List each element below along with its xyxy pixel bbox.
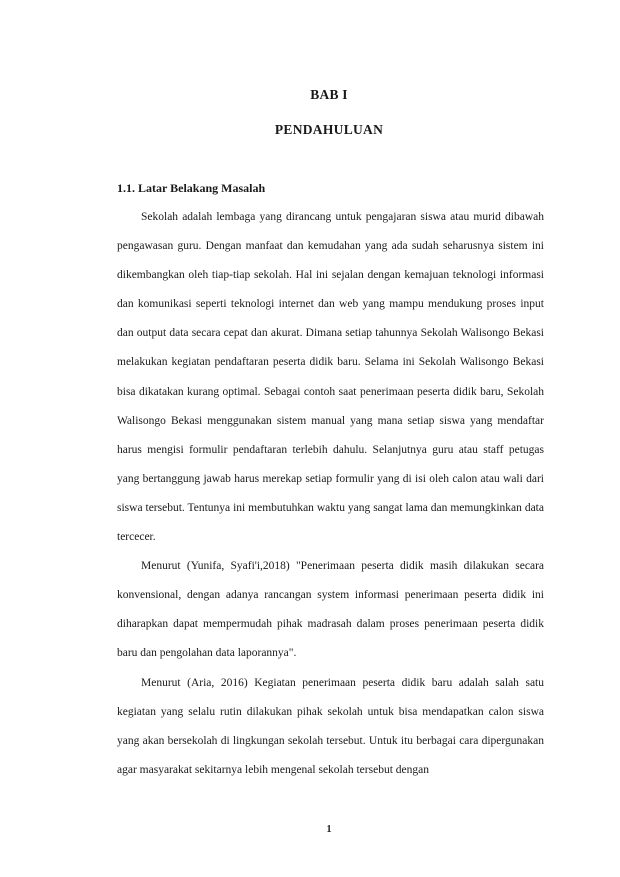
paragraph: Menurut (Yunifa, Syafi'i,2018) "Penerimaan peserta didik masih dilakukan secara konvensional, dengan adanya rancangan system informasi penerimaan peserta didik ini diharapkan dapat mempermudah pihak madrasah dalam proses penerimaan peserta didik baru dan pengolahan data laporannya". <box>117 560 544 660</box>
chapter-number: BAB I <box>310 87 348 102</box>
body-text <box>117 203 544 785</box>
page-number: 1 <box>326 824 332 835</box>
paragraph: Sekolah adalah lembaga yang dirancang untuk pengajaran siswa atau murid dibawah pengawasan guru. Dengan manfaat dan kemudahan yang ada sudah seharusnya sistem ini dikembangkan oleh tiap-tiap sekolah. Hal ini sejalan dengan kemajuan teknologi informasi dan komunikasi seperti teknologi internet dan web yang mampu mendukung proses input dan output data secara cepat dan akurat. Dimana setiap tahunnya Sekolah Walisongo Bekasi melakukan kegiatan pendaftaran peserta didik baru. Selama ini Sekolah Walisongo Bekasi bisa dikatakan kurang optimal. Sebagai contoh saat penerimaan peserta didik baru, Sekolah Walisongo Bekasi menggunakan sistem manual yang mana setiap siswa yang mendaftar harus mengisi formulir pendaftaran terlebih dahulu. Selanjutnya guru atau staff petugas yang bertanggung jawab harus merekap setiap formulir yang di isi oleh calon atau wali dari siswa tersebut. Tentunya ini membutuhkan waktu yang sangat lama dan memungkinkan data tercecer. <box>117 211 544 544</box>
paragraph: Menurut (Aria, 2016) Kegiatan penerimaan peserta didik baru adalah salah satu kegiatan yang selalu rutin dilakukan pihak sekolah untuk bisa mendapatkan calon siswa yang akan bersekolah di lingkungan sekolah tersebut. Untuk itu berbagai cara dipergunakan agar masyarakat sekitarnya lebih mengenal sekolah tersebut dengan <box>117 676 544 776</box>
chapter-title: PENDAHULUAN <box>274 122 384 137</box>
section-heading: 1.1. Latar Belakang Masalah <box>117 181 266 195</box>
